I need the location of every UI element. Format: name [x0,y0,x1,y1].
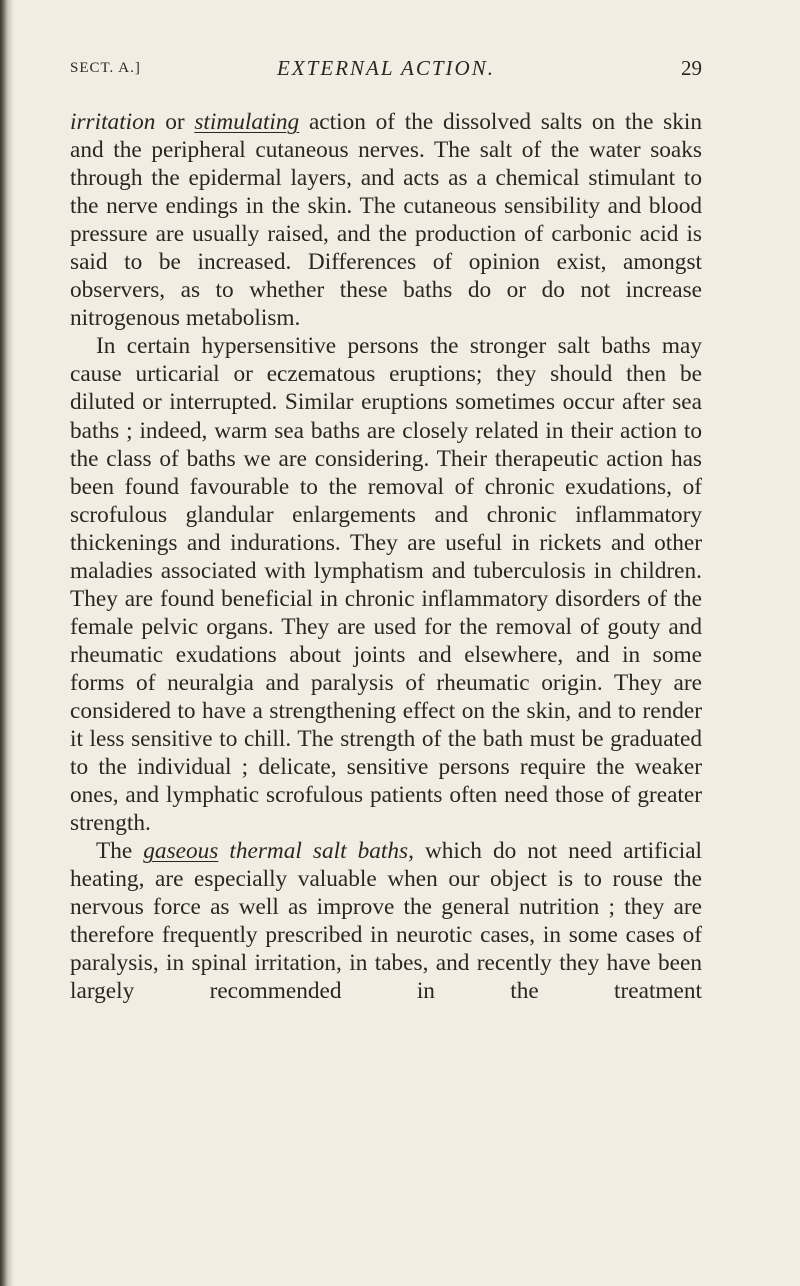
paragraph-3 [70,837,702,1005]
text-run: which do not need artificial heating, are especially valuable when our object is to rouse the nervous force as well as improve the general nutrition ; they are therefore frequently prescribed in neurotic cases, in some cases of paralysis, in spinal irritation, in tabes, and recently they have been largely recommended in the treatment [70,838,703,1005]
text-run: action of the dissolved salts on the skin and the peripheral cutaneous nerves. The salt of the water soaks through the epidermal layers, and acts as a chemical stimulant to the nerve endings in the skin. The cutaneous sensibility and blood pressure are usually raised, and the production of carbonic acid is said to be increased. Differences of opinion exist, amongst observers, as to whether these baths do or do not increase nitrogenous metabolism. [70,109,702,332]
text-run [218,838,229,864]
body-text [70,108,702,1006]
paragraph-1 [70,108,702,332]
paragraph-2: In certain hypersensitive persons the stronger salt baths may cause urticarial or eczematous eruptions; they should then be diluted or interrupted. Similar eruptions sometimes occur after sea baths ; indeed, warm sea baths are closely related in their action to the class of baths we are considering. Their therapeutic action has been found favourable to the removal of chronic exudations, of scrofulous glandular enlargements and chronic inflammatory thickenings and indurations. They are useful in rickets and other maladies associated with lymphatism and tuberculosis in children. They are found beneficial in chronic inflammatory disorders of the female pelvic organs. They are used for the removal of gouty and rheumatic exudations about joints and elsewhere, and in some forms of neuralgia and paralysis of rheumatic origin. They are considered to have a strengthening effect on the skin, and to render it less sensitive to chill. The strength of the bath must be graduated to the individual ; delicate, sensitive persons require the weaker ones, and lymphatic scrofulous patients often need those of greater strength. [70,333,702,837]
text-run: The [96,838,144,865]
italic-irritation: irritation [70,109,156,135]
italic-thermal-salt-baths: thermal salt baths, [229,838,414,865]
italic-stimulating: stimulating [194,109,300,135]
italic-gaseous: gaseous [143,838,219,865]
page-binding-edge [0,0,14,1286]
text-run: or [155,109,195,135]
running-header [70,56,702,86]
page-number: 29 [681,56,702,80]
running-title: EXTERNAL ACTION. [277,56,495,80]
section-label: SECT. A.] [70,60,141,76]
